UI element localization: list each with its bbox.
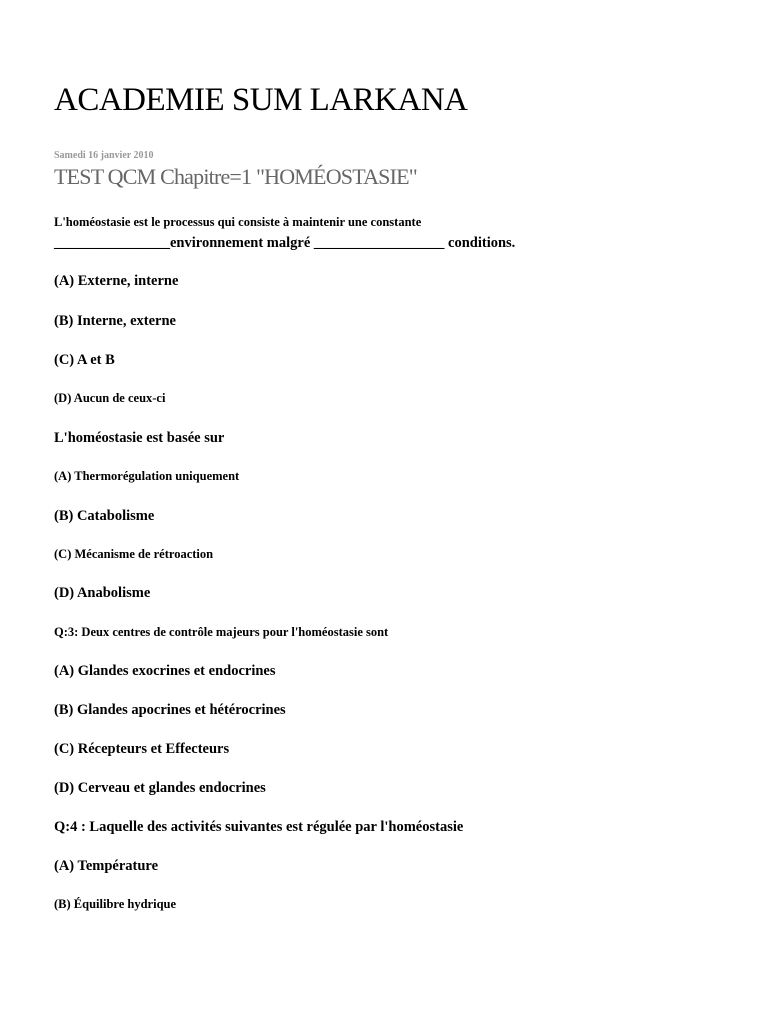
question-1-blanks: ________________environnement malgré __________________ conditions. (54, 235, 516, 251)
question-4-option-a: (A) Température (54, 858, 159, 874)
question-2-option-c: (C) Mécanisme de rétroaction (54, 547, 214, 561)
question-2-option-d: (D) Anabolisme (54, 585, 151, 601)
post-title[interactable]: TEST QCM Chapitre=1 "HOMÉOSTASIE" (54, 164, 417, 189)
question-3-option-d: (D) Cerveau et glandes endocrines (54, 780, 266, 796)
question-1-option-c: (C) A et B (54, 352, 115, 368)
question-1-text: L'homéostasie est le processus qui consiste à maintenir une constante (54, 215, 422, 229)
blog-title[interactable]: ACADEMIE SUM LARKANA (54, 82, 468, 118)
question-3-text: Q:3: Deux centres de contrôle majeurs pour l'homéostasie sont (54, 625, 389, 639)
question-3-option-c: (C) Récepteurs et Effecteurs (54, 741, 230, 757)
question-4-text: Q:4 : Laquelle des activités suivantes est régulée par l'homéostasie (54, 819, 464, 835)
question-2-option-a: (A) Thermorégulation uniquement (54, 469, 240, 483)
question-2-text: L'homéostasie est basée sur (54, 430, 225, 446)
question-1-option-d: (D) Aucun de ceux-ci (54, 391, 166, 405)
question-4-option-b: (B) Équilibre hydrique (54, 897, 177, 911)
question-3-option-b: (B) Glandes apocrines et hétérocrines (54, 702, 286, 718)
question-2-option-b: (B) Catabolisme (54, 508, 155, 524)
question-1-option-a: (A) Externe, interne (54, 273, 179, 289)
question-1-option-b: (B) Interne, externe (54, 313, 176, 329)
post-date: Samedi 16 janvier 2010 (54, 150, 154, 161)
question-3-option-a: (A) Glandes exocrines et endocrines (54, 663, 276, 679)
